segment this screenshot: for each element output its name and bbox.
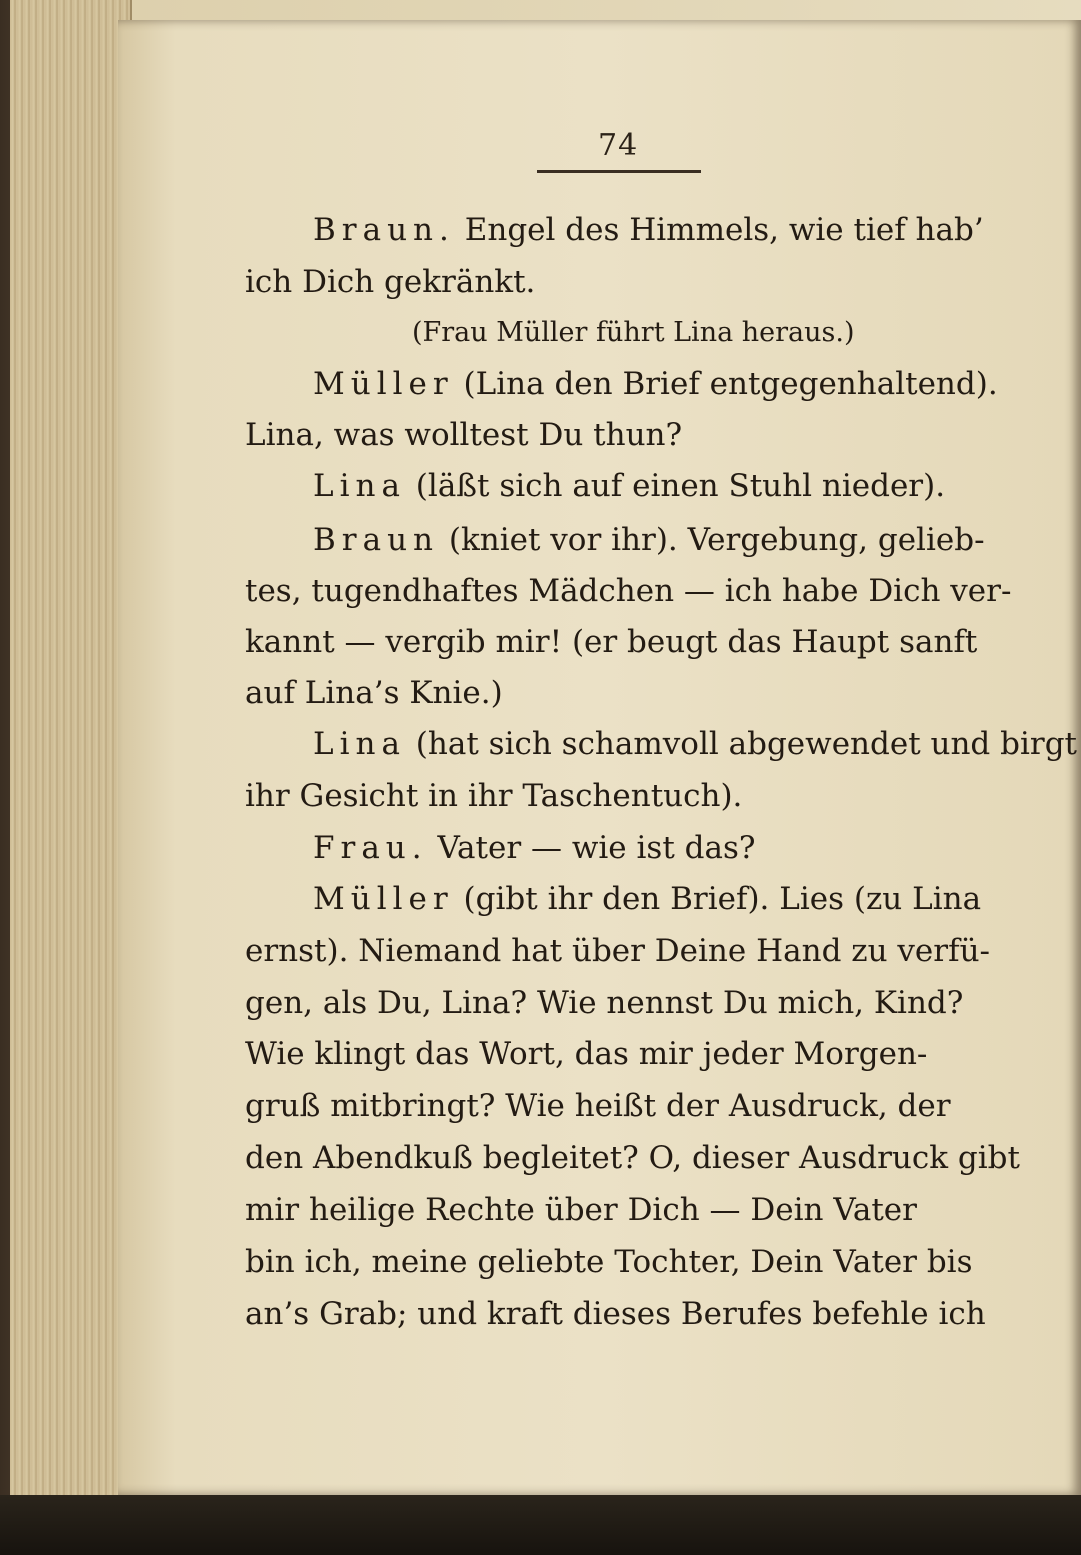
text-line <box>245 673 503 713</box>
speaker-name: Braun <box>313 522 440 558</box>
text-line <box>245 1294 986 1334</box>
line-text: bin ich, meine geliebte Tochter, Dein Vater bis <box>245 1244 973 1280</box>
text-line <box>245 415 682 455</box>
line-text: den Abendkuß begleitet? O, dieser Ausdruck gibt <box>245 1140 1020 1176</box>
line-text: Engel des Himmels, wie tief hab’ <box>454 212 984 248</box>
text-line <box>245 776 742 816</box>
line-text: Lina, was wolltest Du thun? <box>245 417 683 453</box>
line-text: ernst). Niemand hat über Deine Hand zu verfü- <box>245 933 991 969</box>
line-text: gen, als Du, Lina? Wie nennst Du mich, Kind? <box>245 985 964 1021</box>
text-line <box>313 520 985 560</box>
line-text: auf Lina’s Knie.) <box>245 675 503 711</box>
text-line <box>313 210 984 250</box>
speaker-name: Lina <box>313 726 406 762</box>
line-text: (Lina den Brief entgegenhaltend). <box>453 366 998 402</box>
text-line <box>313 466 945 506</box>
page-number: 74 <box>598 128 639 163</box>
text-line <box>245 1086 951 1126</box>
text-line <box>313 364 998 404</box>
text-line <box>245 262 535 302</box>
line-text: tes, tugendhaftes Mädchen — ich habe Dich ver- <box>245 573 1012 609</box>
line-text: ihr Gesicht in ihr Taschentuch). <box>245 778 743 814</box>
text-line <box>245 1190 917 1230</box>
stage-direction <box>412 313 855 353</box>
text-line <box>313 828 756 868</box>
speaker-name: Müller <box>313 366 454 402</box>
line-text: Wie klingt das Wort, das mir jeder Morgen- <box>245 1036 928 1072</box>
line-text: an’s Grab; und kraft dieses Berufes befehle ich <box>245 1296 986 1332</box>
speaker-name: Müller <box>313 881 454 917</box>
speaker-name: Frau. <box>313 830 428 866</box>
speaker-name: Braun. <box>313 212 455 248</box>
text-line <box>245 931 990 971</box>
line-text: gruß mitbringt? Wie heißt der Ausdruck, der <box>245 1088 951 1124</box>
text-line <box>245 571 1011 611</box>
line-text: mir heilige Rechte über Dich — Dein Vater <box>245 1192 917 1228</box>
text-line <box>245 1034 927 1074</box>
text-line <box>245 622 977 662</box>
text-line <box>313 724 1077 764</box>
speaker-name: Lina <box>313 468 406 504</box>
text-line <box>245 1242 973 1282</box>
line-text: (kniet vor ihr). Vergebung, gelieb- <box>439 522 985 558</box>
line-text: Vater — wie ist das? <box>427 830 756 866</box>
text-line <box>245 983 963 1023</box>
text-line <box>313 879 981 919</box>
line-text: (Frau Müller führt Lina heraus.) <box>412 317 855 348</box>
text-line <box>245 1138 1020 1178</box>
line-text: kannt — vergib mir! (er beugt das Haupt sanft <box>245 624 978 660</box>
line-text: (hat sich schamvoll abgewendet und birgt <box>405 726 1078 762</box>
line-text: (gibt ihr den Brief). Lies (zu Lina <box>453 881 982 917</box>
line-text: ich Dich gekränkt. <box>245 264 536 300</box>
line-text: (läßt sich auf einen Stuhl nieder). <box>405 468 946 504</box>
